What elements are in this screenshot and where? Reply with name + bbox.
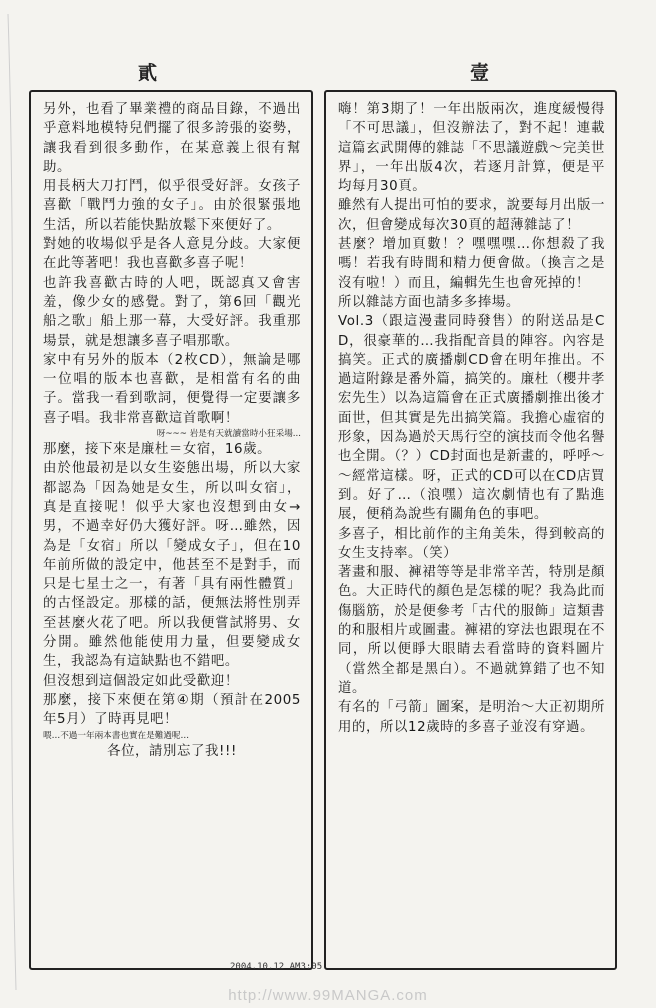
handwritten-aside: 喂…不過一年兩本書也實在是難過呢… [43, 730, 190, 741]
paragraph: Vol.3（跟這漫畫同時發售）的附送品是CD，很豪華的…我指配音員的陣容。內容是搞笑。正式的廣播劇CD會在明年推出。不過這附錄是番外篇，搞笑的。廉杜（櫻井孝宏先生）以為這篇會在正式廣播劇推出後才面世，但其實是先出搞笑篇。我擔心虛宿的形象，因為過於天馬行空的演技而令他名譽也全開。（？）CD封面也是新畫的，呼呼～～經常這樣。呀，正式的CD可以在CD店買到。好了…（浪嘿）這次劇情也有了點進展，便稍為說些有關角色的事吧。 [338, 314, 605, 523]
paragraph: 用長柄大刀打鬥，似乎很受好評。女孩子喜歡「戰鬥力強的女子」。由於很緊張地生活，所以若能快點放鬆下來便好了。 [43, 179, 301, 233]
paragraph: 由於他最初是以女生姿態出場，所以大家都認為「因為她是女生，所以叫女宿」，真是直接呢！似乎大家也沒想到由女→男，不過幸好仍大獲好評。呀…雖然，因為是「女宿」所以「變成女子」，但在10年前所做的設定中，他甚至不是對手，而只是七星士之一，有著「具有兩性體質」的古怪設定。那樣的話，便無法將性別弄至甚麼火花了吧。所以我便嘗試將男、女分開。雖然他能使用力量，但要變成女生，我認為有這缺點也不錯吧。 [43, 461, 301, 670]
timestamp: 2004.10.12 AM3:05 [230, 962, 323, 972]
watermark-url: http://www.99MANGA.com [228, 987, 428, 1004]
paragraph: 嗨！第3期了！一年出版兩次，進度緩慢得「不可思議」，但沒辦法了，對不起！連載這篇玄武開傳的雜誌「不思議遊戲～完美世界」，一年出版4次，若逐月計算，便是平均每月30頁。 [338, 102, 605, 195]
paragraph: 家中有另外的版本（2枚CD），無論是哪一位唱的版本也喜歡，是相當有名的曲子。當我一看到歌詞，便覺得一定要讓多喜子唱。我非常喜歡這首歌啊！ [43, 352, 301, 426]
paragraph: 但沒想到這個設定如此受歡迎！ [43, 673, 239, 689]
paragraph: 那麼，接下來便在第④期（預計在2005年5月）了時再見吧！ [43, 692, 301, 728]
paragraph: 也許我喜歡古時的人吧，既認真又會害羞，像少女的感覺。對了，第6回「觀光船之歌」船上那一幕，大受好評。我重那場景，就是想讓多喜子唱那歌。 [43, 275, 301, 349]
paragraph: 對她的收場似乎是各人意見分歧。大家便在此等著吧！我也喜歡多喜子呢！ [43, 237, 301, 272]
handwritten-aside: 呀~~~ 岩是有天就讀當時小狂采場... [156, 429, 301, 440]
paragraph: 另外，也看了畢業禮的商品目錄，不過出乎意料地模特兒們擺了很多誇張的姿勢，讓我看到很多動作，在某意義上很有幫助。 [43, 102, 301, 175]
paragraph: 所以雜誌方面也請多多捧場。 [338, 294, 520, 310]
paragraph: 那麼，接下來是廉杜＝女宿，16歲。 [43, 442, 272, 458]
paragraph: 著畫和服、褲裙等等是非常辛苦，特別是顏色。大正時代的顏色是怎樣的呢？我為此而傷腦筋，於是便參考「古代的服飾」這類書的和服相片或圖畫。褲裙的穿法也跟現在不同，所以便睜大眼睛去看當時的資料圖片（當然全都是黑白）。不過就算錯了也不知道。 [338, 565, 605, 696]
right-text-panel [324, 90, 617, 970]
left-text-panel [29, 90, 313, 970]
paragraph: 甚麼？增加頁數！？嘿嘿嘿…你想殺了我嗎！若我有時間和精力便會做。（換言之是沒有啦！）而且，編輯先生也會死掉的！ [338, 237, 605, 291]
paragraph: 有名的「弓箭」圖案，是明治～大正初期所用的，所以12歲時的多喜子並沒有穿過。 [338, 700, 605, 735]
page-number-right: 壹 [470, 62, 490, 84]
page-number-left: 貳 [138, 62, 158, 84]
closing-line: 各位，請別忘了我!!! [107, 743, 237, 759]
paragraph: 多喜子，相比前作的主角美朱，得到較高的女生支持率。（笑） [338, 526, 605, 561]
paragraph: 雖然有人提出可怕的要求，說要每月出版一次，但會變成每次30頁的超薄雜誌了！ [338, 198, 605, 233]
